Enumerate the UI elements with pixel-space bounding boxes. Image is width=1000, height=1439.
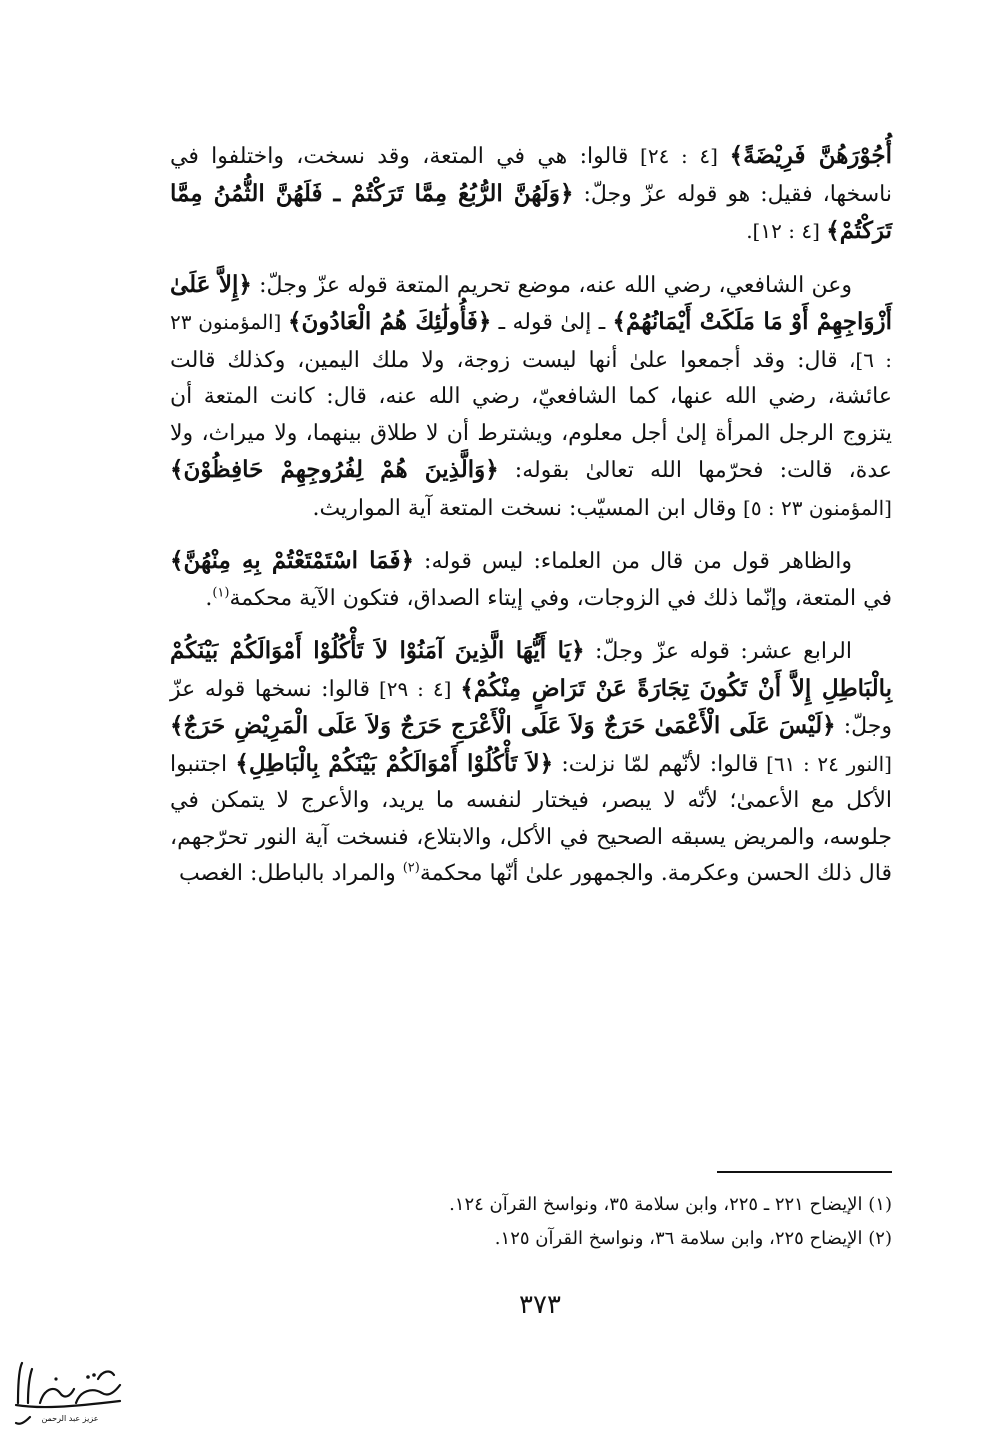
body-text-run: . xyxy=(205,585,213,611)
quran-verse: ﴿وَلَهُنَّ الرُّبُعُ مِمَّا تَرَكْتُمْ ـ فَلَهُنَّ الثُّمُنُ مِمَّا تَرَكْتُمْ﴾ xyxy=(170,179,892,244)
body-text-run: وقال ابن المسيّب: نسخت المتعة آية المواريث. xyxy=(312,495,737,521)
quran-verse: ﴿فَمَا اسْتَمْتَعْتُمْ بِهِ مِنْهُنَّ﴾ xyxy=(170,547,414,574)
quran-verse: ﴿لاَ تَأْكُلُوْا أَمْوَالَكُمْ بَيْنَكُمْ بِالْبَاطِلِ﴾ xyxy=(235,749,554,777)
quran-verse: ﴿لَيْسَ عَلَى الْأَعْمَىٰ حَرَجٌ وَلاَ عَلَى الْأَعْرَجِ حَرَجٌ وَلاَ عَلَى الْمَرِيْضِ حَرَجٌ﴾ xyxy=(170,712,836,739)
quran-verse: ﴿إِلاَّ عَلَىٰ أَزْوَاجِهِمْ أَوْ مَا مَلَكَتْ أَيْمَانُهُمْ﴾ xyxy=(170,270,892,335)
paragraph xyxy=(170,138,892,251)
body-text-run: قالوا: هي في المتعة، وقد نسخت، واختلفوا في ناسخها، فقيل: هو قوله عزّ وجلّ: xyxy=(170,144,892,207)
quran-verse: ﴿يَا أَيُّهَا الَّذِينَ آمَنُوْا لاَ تَأْكُلُوْا أَمْوَالَكُمْ بَيْنَكُمْ بِالْبَاطِلِ إِلاَّ أَنْ تَكُونَ تِجَارَةً عَنْ تَرَاضٍ مِنْكُمْ﴾ xyxy=(170,637,892,702)
body-text-run: في المتعة، وإنّما ذلك في الزوجات، وفي إيتاء الصداق، فتكون الآية محكمة xyxy=(229,585,892,611)
footnote-divider xyxy=(717,1171,892,1173)
body-text-run: الرابع عشر: قوله عزّ وجلّ: xyxy=(584,639,852,664)
quran-verse: أُجُوْرَهُنَّ فَرِيْضَةً﴾ xyxy=(729,142,892,169)
paragraph xyxy=(170,543,892,617)
verse-reference: [النور ٢٤ : ٦١] xyxy=(758,751,892,776)
body-text-run: وعن الشافعي، رضي الله عنه، موضع تحريم المتعة قوله عزّ وجلّ: xyxy=(251,272,853,298)
body-text-run: قالوا: نسخها قوله عزّ وجلّ: xyxy=(170,676,892,739)
quran-verse: ﴿وَالَّذِينَ هُمْ لِفُرُوجِهِمْ حَافِظُوْنَ﴾ xyxy=(170,456,499,483)
logo-subtext: عزيز عبد الرحمن xyxy=(41,1414,99,1423)
body-text-run: قال: وقد أجمعوا علىٰ أنها ليست زوجة، ولا ملك اليمين، وكذلك قالت عائشة، رضي الله عنها، كما الشافعيّ، رضي الله عنه، قال: كانت المتعة أن يتزوج الرجل المرأة إلىٰ أجل معلوم، ويشترط أن لا طلاق بينهما، ولا ميراث، ولا عدة، قالت: فحرّمها الله تعالىٰ بقوله: xyxy=(170,347,892,483)
body-text-run: قالوا: لأنّهم لمّا نزلت: xyxy=(553,751,759,777)
footnote-marker: (٢) xyxy=(402,860,420,876)
paragraph xyxy=(170,267,892,528)
verse-reference: [٤ : ١٢]. xyxy=(746,219,827,243)
quran-verse: ﴿فَأُولَٰئِكَ هُمُ الْعَادُونَ﴾ xyxy=(288,308,492,335)
footnote-1: (١) الإيضاح ٢٢١ ـ ٢٢٥، وابن سلامة ٣٥، ونواسخ القرآن ١٢٤. xyxy=(449,1194,892,1215)
footnote-marker: (١) xyxy=(212,585,230,601)
library-stamp-logo-icon xyxy=(10,1345,135,1430)
paragraph xyxy=(170,633,892,893)
verse-reference: [٤ : ٢٤] xyxy=(628,144,730,168)
body-text-run: والمراد بالباطل: الغصب xyxy=(178,861,403,886)
verse-reference: [المؤمنون ٢٣ : ٦]، xyxy=(170,310,892,372)
footnote-2: (٢) الإيضاح ٢٢٥، وابن سلامة ٣٦، ونواسخ القرآن ١٢٥. xyxy=(494,1228,892,1249)
body-text-run: اجتنبوا الأكل مع الأعمىٰ؛ لأنّه لا يبصر، فيختار لنفسه ما يريد، والأعرج لا يتمكن في جلوسه، والمريض يسبقه الصحيح في الأكل، والابتلاع، فنسخت آية النور تحرّجهم، قال ذلك الحسن وعكرمة. والجمهور علىٰ أنّها محكمة xyxy=(170,751,892,886)
page-number: ٣٧٣ xyxy=(519,1290,561,1320)
body-text-run: والظاهر قول من قال من العلماء: ليس قوله: xyxy=(413,549,852,574)
footnotes xyxy=(300,1188,892,1256)
main-text xyxy=(170,138,892,909)
verse-reference: [المؤمنون ٢٣ : ٥] xyxy=(736,495,892,520)
body-text-run: ـ إلىٰ قوله ـ xyxy=(491,310,613,335)
verse-reference: [٤ : ٢٩] xyxy=(370,676,461,701)
